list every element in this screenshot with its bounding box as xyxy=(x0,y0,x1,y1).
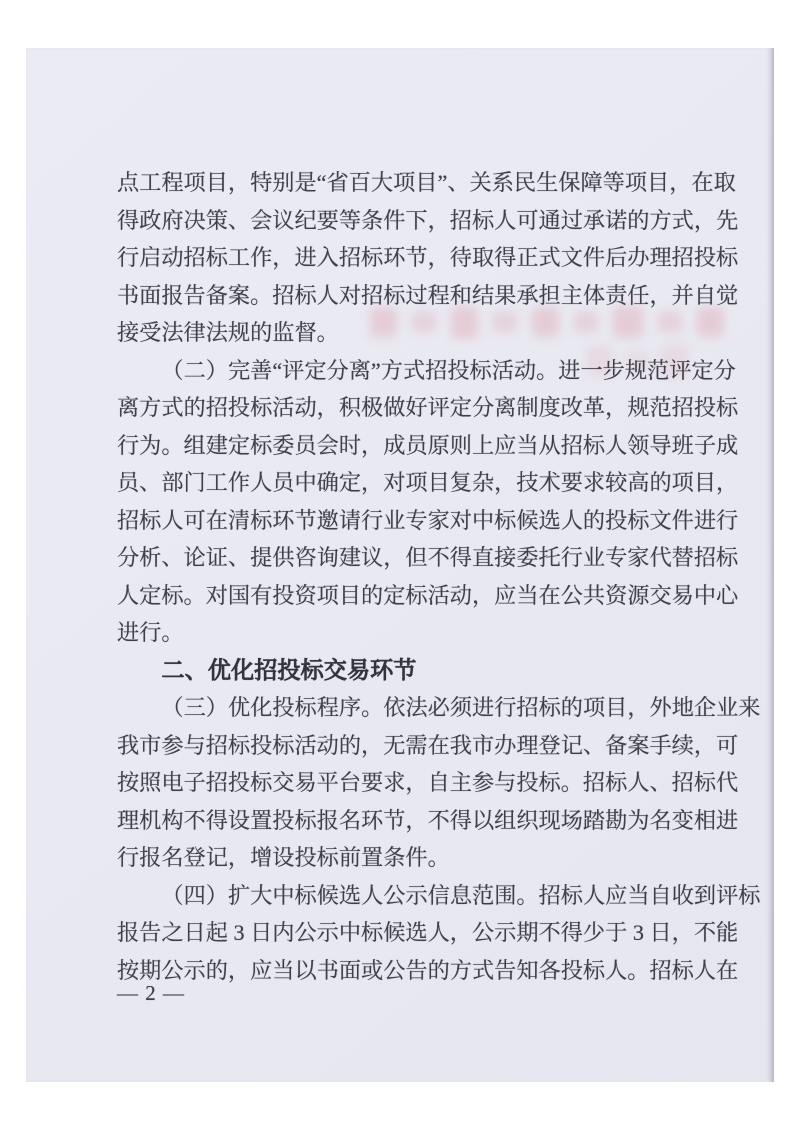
page-number: — 2 — xyxy=(117,981,185,1005)
text-line: 行报名登记，增设投标前置条件。 xyxy=(117,845,450,870)
text-line: 进行。 xyxy=(117,620,184,645)
text-line: 离方式的招投标活动，积极做好评定分离制度改革，规范招投标 xyxy=(117,395,739,420)
text-line: 我市参与招标投标活动的，无需在我市办理登记、备案手续，可 xyxy=(117,732,739,758)
text-line: 员、部门工作人员中确定，对项目复杂，技术要求较高的项目， xyxy=(117,470,739,495)
document-text xyxy=(117,164,761,989)
scanned-document-page xyxy=(26,48,774,1082)
text-line: 行为。组建定标委员会时，成员原则上应当从招标人领导班子成 xyxy=(117,432,739,458)
text-line: 报告之日起 3 日内公示中标候选人，公示期不得少于 3 日，不能 xyxy=(117,920,739,945)
text-line: 行启动招标工作，进入招标环节，待取得正式文件后办理招投标 xyxy=(117,245,739,270)
text-line: （三）优化投标程序。依法必须进行招标的项目，外地企业来 xyxy=(161,695,761,720)
text-line: 理机构不得设置投标报名环节，不得以组织现场踏勘为名变相进 xyxy=(117,807,739,833)
text-line: 招标人可在清标环节邀请行业专家对中标候选人的投标文件进行 xyxy=(117,507,739,533)
text-line: （二）完善“评定分离”方式招投标活动。进一步规范评定分 xyxy=(161,357,736,383)
text-line: 人定标。对国有投资项目的定标活动，应当在公共资源交易中心 xyxy=(117,582,739,608)
text-line: 按照电子招投标交易平台要求，自主参与投标。招标人、招标代 xyxy=(117,770,739,795)
section-heading: 二、优化招投标交易环节 xyxy=(161,656,417,683)
text-line: 接受法律法规的监督。 xyxy=(117,320,339,345)
text-line: 点工程项目，特别是“省百大项目”、关系民生保障等项目，在取 xyxy=(117,170,736,195)
text-line: 按期公示的，应当以书面或公告的方式告知各投标人。招标人在 xyxy=(117,957,739,983)
text-line: 书面报告备案。招标人对招标过程和结果承担主体责任，并自觉 xyxy=(117,282,739,308)
text-line: （四）扩大中标候选人公示信息范围。招标人应当自收到评标 xyxy=(161,882,761,908)
text-line: 分析、论证、提供咨询建议，但不得直接委托行业专家代替招标 xyxy=(117,545,739,570)
text-line: 得政府决策、会议纪要等条件下，招标人可通过承诺的方式，先 xyxy=(117,207,739,233)
